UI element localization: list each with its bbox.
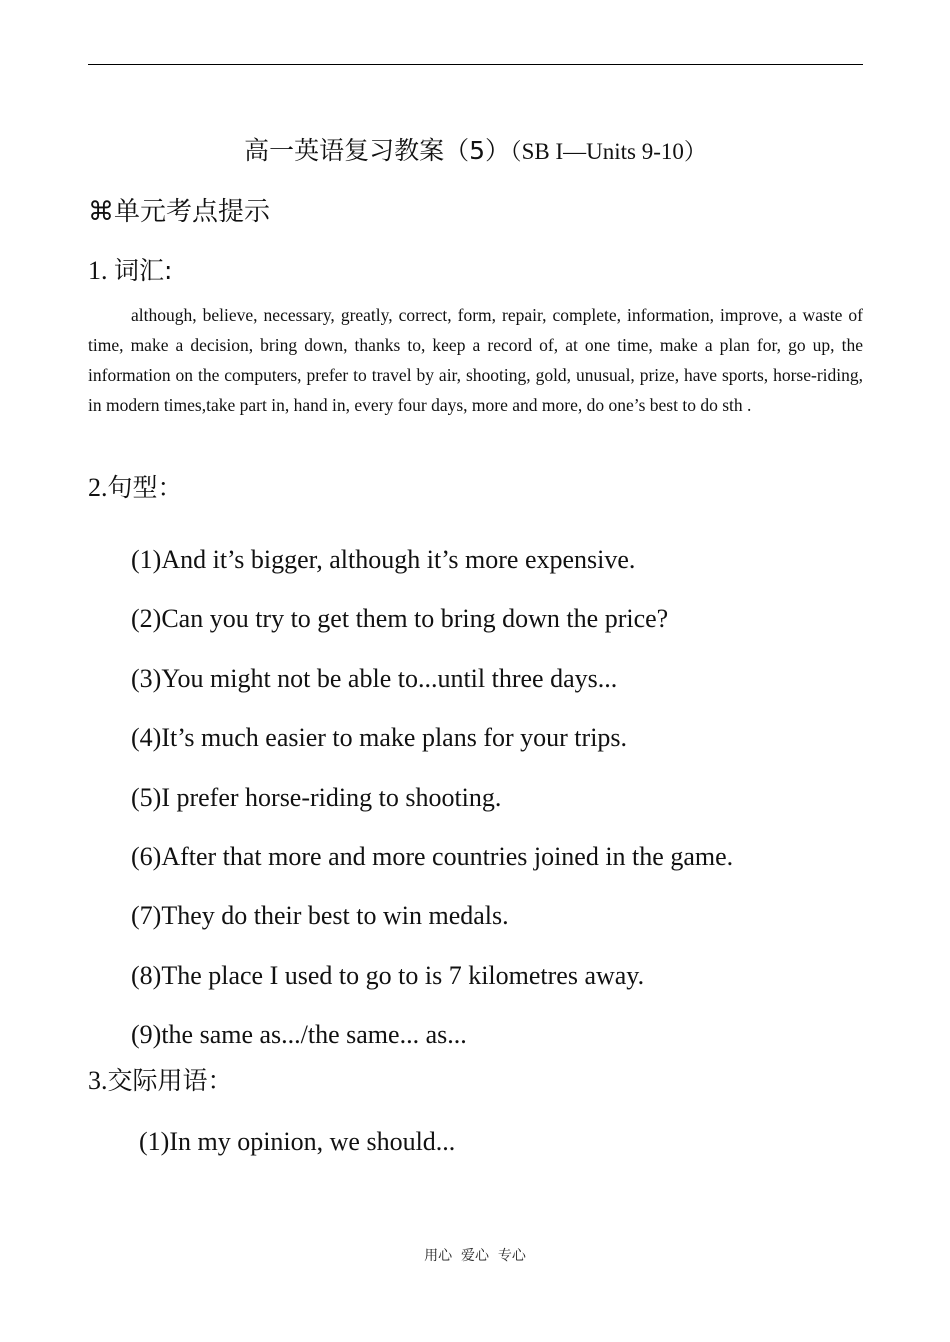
sentence-pattern-item: (9)the same as.../the same... as... <box>131 1020 467 1050</box>
sentence-pattern-item: (3)You might not be able to...until three days... <box>131 663 618 693</box>
sentence-pattern-item: (4)It’s much easier to make plans for your trips. <box>131 723 628 753</box>
sentence-pattern-list <box>131 530 733 1065</box>
sentence-pattern-item: (8)The place I used to go to is 7 kilometres away. <box>131 960 645 990</box>
sentence-pattern-item: (5)I prefer horse-riding to shooting. <box>131 782 502 812</box>
sentence-pattern-item: (2)Can you try to get them to bring down the price? <box>131 604 669 634</box>
sentence-pattern-item: (1)And it’s bigger, although it’s more expensive. <box>131 545 636 574</box>
section-heading-vocabulary <box>88 253 172 289</box>
title-chinese: 高一英语复习教案（5） <box>244 136 511 165</box>
section-label: 句型： <box>107 473 183 502</box>
header-rule <box>88 64 863 65</box>
section-number: 3. <box>88 1066 108 1095</box>
section-label: 词汇: <box>114 256 173 285</box>
communication-list <box>139 1122 455 1162</box>
section-number: 2. <box>88 473 108 502</box>
page-footer: 用心 爱心 专心 <box>424 1248 526 1264</box>
communication-item: (1)In my opinion, we should... <box>139 1127 456 1156</box>
sentence-pattern-item: (6)After that more and more countries joined in the game. <box>131 841 734 871</box>
section-heading-communication <box>88 1063 233 1099</box>
vocabulary-paragraph: although, believe, necessary, greatly, correct, form, repair, complete, information, improve, a waste of time, make a decision, bring down, thanks to, keep a record of, at one time, make a plan for, go up, the information on the computers, prefer to travel by air, shooting, gold, unusual, prize, have sports, horse-riding, in modern times,take part in, hand in, every four days, more and more, do one’s best to do sth . <box>88 305 863 415</box>
sentence-pattern-item: (7)They do their best to win medals. <box>131 901 509 931</box>
page-title <box>88 133 863 170</box>
unit-key-points-heading: ⌘单元考点提示 <box>88 197 271 227</box>
section-label: 交际用语： <box>107 1066 233 1095</box>
title-units: （SB I—Units 9-10） <box>510 139 707 164</box>
section-number: 1. <box>88 256 114 285</box>
section-heading-sentence-patterns <box>88 470 183 506</box>
